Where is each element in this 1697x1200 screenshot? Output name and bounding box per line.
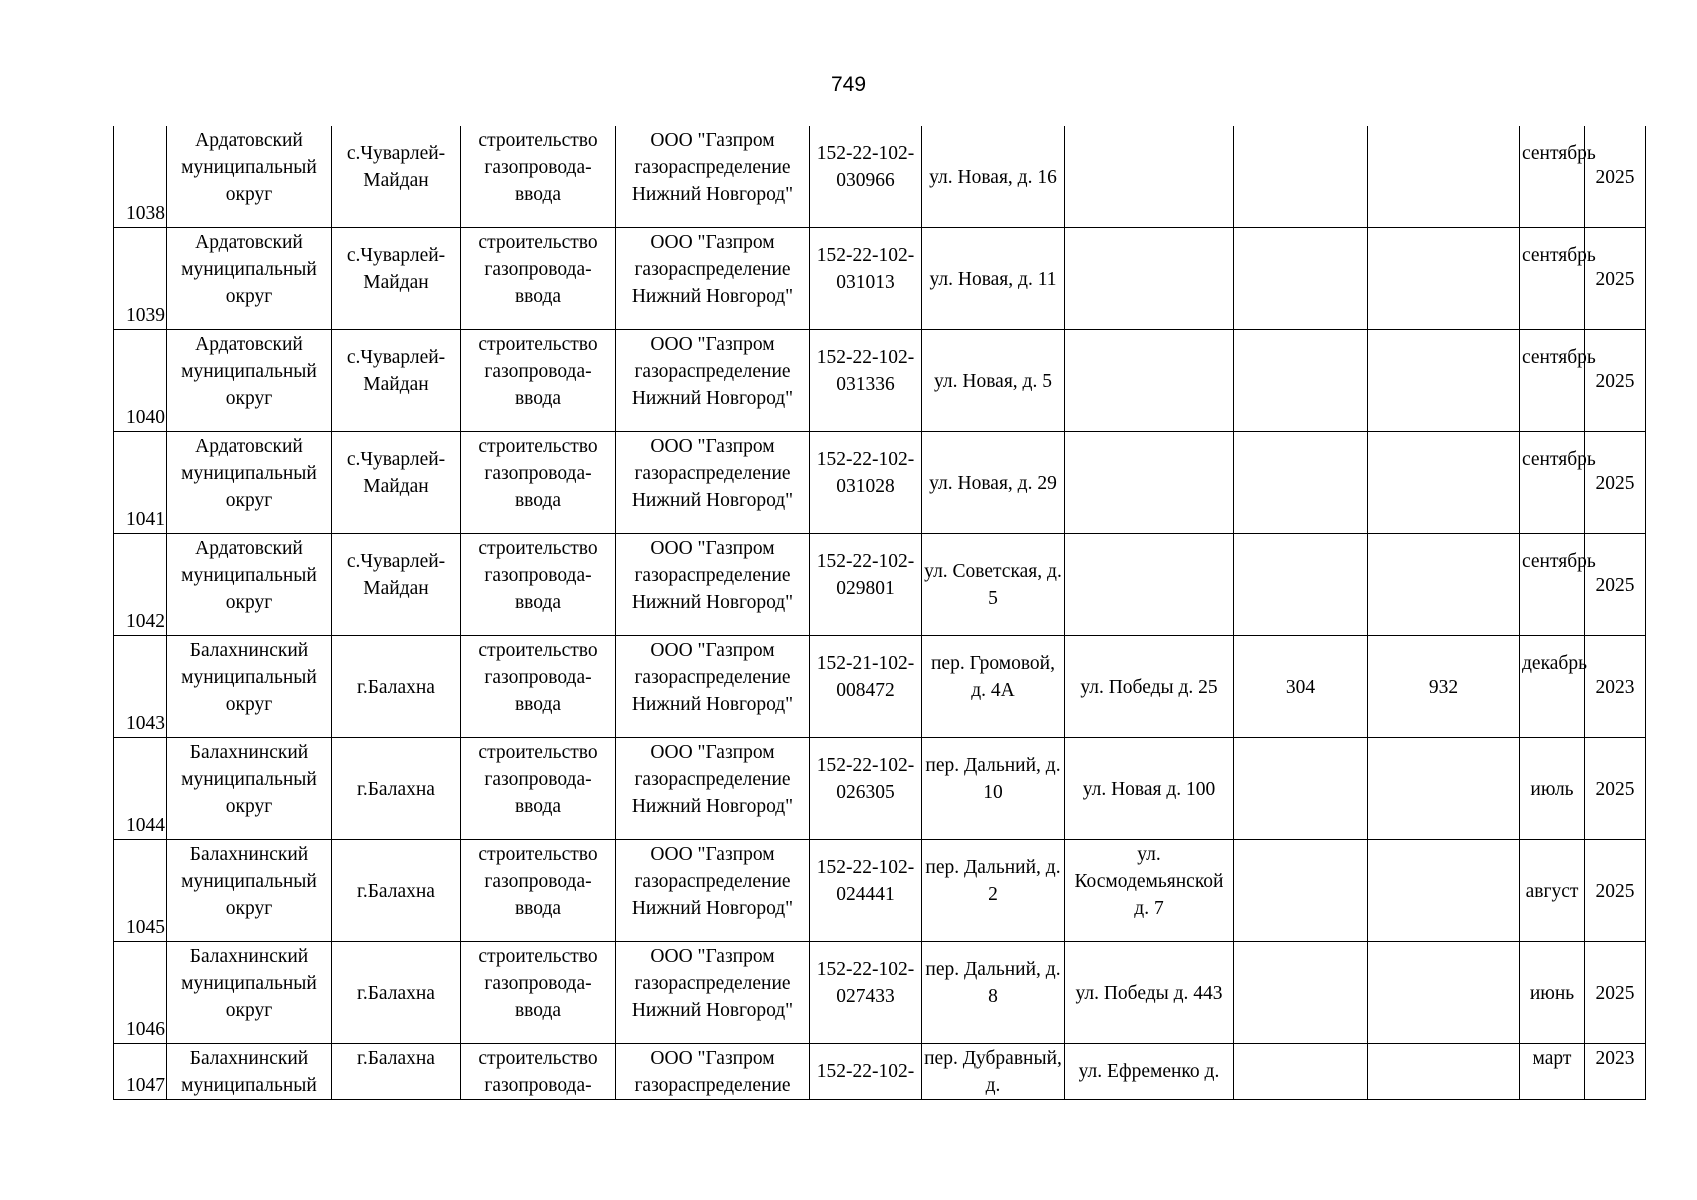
value-b-cell	[1368, 1044, 1520, 1100]
settlement-cell	[332, 534, 461, 636]
code-text: 152-22-102-026305	[816, 755, 915, 803]
connection-point-cell	[1065, 432, 1234, 534]
value-b-cell	[1368, 534, 1520, 636]
page-number: 749	[830, 73, 867, 96]
organization-cell: ООО "Газпром газораспределение Нижний Новгород"	[616, 126, 810, 228]
value-b-cell	[1368, 432, 1520, 534]
code-cell	[810, 636, 922, 738]
year-cell: 2025	[1585, 228, 1646, 330]
code-text: 152-21-102-008472	[816, 653, 915, 701]
year-cell: 2025	[1585, 840, 1646, 942]
table-row	[114, 1044, 1646, 1100]
connection-point-cell: ул. Космодемьянской д. 7	[1065, 840, 1234, 942]
organization-cell: ООО "Газпром газораспределение Нижний Новгород"	[616, 636, 810, 738]
month-cell: март	[1520, 1044, 1585, 1100]
year-cell: 2025	[1585, 432, 1646, 534]
address-cell: пер. Дубравный, д.	[922, 1044, 1065, 1100]
connection-point-cell: ул. Новая д. 100	[1065, 738, 1234, 840]
settlement-text: с.Чуварлей-Майдан	[346, 347, 446, 395]
settlement-text: с.Чуварлей-Майдан	[346, 449, 446, 497]
row-number: 1041	[114, 432, 167, 534]
district-cell: Балахнинский муниципальный	[167, 1044, 332, 1100]
work-cell: строительство газопровода-ввода	[461, 534, 616, 636]
work-cell: строительство газопровода-	[461, 1044, 616, 1100]
organization-cell: ООО "Газпром газораспределение Нижний Новгород"	[616, 228, 810, 330]
value-a-cell	[1234, 432, 1368, 534]
year-cell: 2025	[1585, 330, 1646, 432]
work-cell: строительство газопровода-ввода	[461, 636, 616, 738]
organization-cell: ООО "Газпром газораспределение Нижний Новгород"	[616, 738, 810, 840]
code-cell	[810, 228, 922, 330]
address-text: пер. Дальний, д. 2	[925, 857, 1061, 905]
connection-point-cell	[1065, 534, 1234, 636]
connection-point-cell: ул. Победы д. 25	[1065, 636, 1234, 738]
code-cell	[810, 1044, 922, 1100]
work-cell: строительство газопровода-ввода	[461, 432, 616, 534]
work-cell: строительство газопровода-ввода	[461, 330, 616, 432]
value-b-cell	[1368, 738, 1520, 840]
address-cell: ул. Советская, д. 5	[922, 534, 1065, 636]
settlement-cell: г.Балахна	[332, 636, 461, 738]
value-a-cell	[1234, 738, 1368, 840]
month-text: сентябрь	[1522, 245, 1596, 266]
code-text: 152-22-102-030966	[816, 143, 915, 191]
value-b-cell	[1368, 126, 1520, 228]
month-cell	[1520, 636, 1585, 738]
code-text: 152-22-102-	[816, 1061, 915, 1082]
value-b-cell	[1368, 840, 1520, 942]
registry-table	[113, 126, 1646, 1100]
district-cell: Ардатовский муниципальный округ	[167, 330, 332, 432]
value-a-cell: 304	[1234, 636, 1368, 738]
address-cell	[922, 840, 1065, 942]
month-cell: июнь	[1520, 942, 1585, 1044]
address-text: пер. Дальний, д. 8	[925, 959, 1061, 1007]
year-cell: 2025	[1585, 534, 1646, 636]
settlement-text: с.Чуварлей-Майдан	[346, 245, 446, 293]
table-row	[114, 432, 1646, 534]
district-cell: Балахнинский муниципальный округ	[167, 942, 332, 1044]
district-cell: Балахнинский муниципальный округ	[167, 738, 332, 840]
month-text: сентябрь	[1522, 143, 1596, 164]
code-text: 152-22-102-027433	[816, 959, 915, 1007]
settlement-text: с.Чуварлей-Майдан	[346, 551, 446, 599]
address-cell: ул. Новая, д. 16	[922, 126, 1065, 228]
code-text: 152-22-102-031028	[816, 449, 915, 497]
organization-cell: ООО "Газпром газораспределение Нижний Новгород"	[616, 432, 810, 534]
month-cell	[1520, 432, 1596, 534]
table-row	[114, 942, 1646, 1044]
district-cell: Балахнинский муниципальный округ	[167, 840, 332, 942]
month-text: декабрь	[1522, 653, 1587, 674]
table-row	[114, 126, 1646, 228]
table-row	[114, 534, 1646, 636]
month-cell	[1520, 534, 1596, 636]
district-cell: Ардатовский муниципальный округ	[167, 534, 332, 636]
code-cell	[810, 126, 922, 228]
address-cell	[922, 738, 1065, 840]
code-cell	[810, 432, 922, 534]
district-cell: Ардатовский муниципальный округ	[167, 126, 332, 228]
address-cell: ул. Новая, д. 5	[922, 330, 1065, 432]
value-a-cell	[1234, 942, 1368, 1044]
settlement-cell: г.Балахна	[332, 942, 461, 1044]
code-text: 152-22-102-031013	[816, 245, 915, 293]
value-a-cell	[1234, 534, 1368, 636]
connection-point-text: ул. Ефременко д.	[1078, 1061, 1220, 1082]
settlement-text: с.Чуварлей-Майдан	[346, 143, 446, 191]
code-cell	[810, 942, 922, 1044]
work-cell: строительство газопровода-ввода	[461, 228, 616, 330]
address-cell	[922, 636, 1065, 738]
value-a-cell	[1234, 126, 1368, 228]
year-cell: 2025	[1585, 738, 1646, 840]
year-cell: 2025	[1585, 942, 1646, 1044]
code-text: 152-22-102-031336	[816, 347, 915, 395]
month-text: сентябрь	[1522, 347, 1596, 368]
table-row	[114, 636, 1646, 738]
year-cell: 2023	[1585, 636, 1646, 738]
organization-cell: ООО "Газпром газораспределение Нижний Новгород"	[616, 330, 810, 432]
value-b-cell	[1368, 942, 1520, 1044]
value-a-cell	[1234, 228, 1368, 330]
month-cell: июль	[1520, 738, 1585, 840]
settlement-cell	[332, 126, 461, 228]
code-cell	[810, 840, 922, 942]
row-number: 1045	[114, 840, 167, 942]
address-cell	[922, 942, 1065, 1044]
settlement-cell: г.Балахна	[332, 1044, 461, 1100]
value-a-cell	[1234, 840, 1368, 942]
settlement-cell: г.Балахна	[332, 840, 461, 942]
code-cell	[810, 534, 922, 636]
address-cell: ул. Новая, д. 29	[922, 432, 1065, 534]
month-text: сентябрь	[1522, 551, 1596, 572]
table-row	[114, 840, 1646, 942]
row-number: 1047	[114, 1044, 167, 1100]
code-text: 152-22-102-024441	[816, 857, 915, 905]
month-cell	[1520, 228, 1596, 330]
month-text: сентябрь	[1522, 449, 1596, 470]
month-cell	[1520, 330, 1596, 432]
district-cell: Балахнинский муниципальный округ	[167, 636, 332, 738]
year-cell: 2025	[1585, 126, 1646, 228]
settlement-cell	[332, 432, 461, 534]
row-number: 1040	[114, 330, 167, 432]
connection-point-cell	[1065, 228, 1234, 330]
row-number: 1044	[114, 738, 167, 840]
table-row	[114, 228, 1646, 330]
code-cell	[810, 738, 922, 840]
value-b-cell	[1368, 330, 1520, 432]
connection-point-cell	[1065, 126, 1234, 228]
year-cell: 2023	[1585, 1044, 1646, 1100]
organization-cell: ООО "Газпром газораспределение Нижний Новгород"	[616, 840, 810, 942]
code-cell	[810, 330, 922, 432]
work-cell: строительство газопровода-ввода	[461, 942, 616, 1044]
value-b-cell: 932	[1368, 636, 1520, 738]
row-number: 1046	[114, 942, 167, 1044]
row-number: 1038	[114, 126, 167, 228]
work-cell: строительство газопровода-ввода	[461, 738, 616, 840]
settlement-cell: г.Балахна	[332, 738, 461, 840]
connection-point-cell	[1065, 330, 1234, 432]
month-cell: август	[1520, 840, 1585, 942]
value-a-cell	[1234, 330, 1368, 432]
table-row	[114, 330, 1646, 432]
table-row	[114, 738, 1646, 840]
address-cell: ул. Новая, д. 11	[922, 228, 1065, 330]
settlement-cell	[332, 228, 461, 330]
row-number: 1042	[114, 534, 167, 636]
settlement-cell	[332, 330, 461, 432]
address-text: пер. Громовой, д. 4А	[931, 653, 1055, 701]
work-cell: строительство газопровода-ввода	[461, 126, 616, 228]
connection-point-cell	[1065, 1044, 1234, 1100]
month-cell	[1520, 126, 1596, 228]
work-cell: строительство газопровода-ввода	[461, 840, 616, 942]
district-cell: Ардатовский муниципальный округ	[167, 228, 332, 330]
organization-cell: ООО "Газпром газораспределение Нижний Новгород"	[616, 942, 810, 1044]
district-cell: Ардатовский муниципальный округ	[167, 432, 332, 534]
code-text: 152-22-102-029801	[816, 551, 915, 599]
row-number: 1039	[114, 228, 167, 330]
connection-point-cell: ул. Победы д. 443	[1065, 942, 1234, 1044]
value-a-cell	[1234, 1044, 1368, 1100]
organization-cell: ООО "Газпром газораспределение	[616, 1044, 810, 1100]
row-number: 1043	[114, 636, 167, 738]
value-b-cell	[1368, 228, 1520, 330]
organization-cell: ООО "Газпром газораспределение Нижний Новгород"	[616, 534, 810, 636]
address-text: пер. Дальний, д. 10	[925, 755, 1061, 803]
